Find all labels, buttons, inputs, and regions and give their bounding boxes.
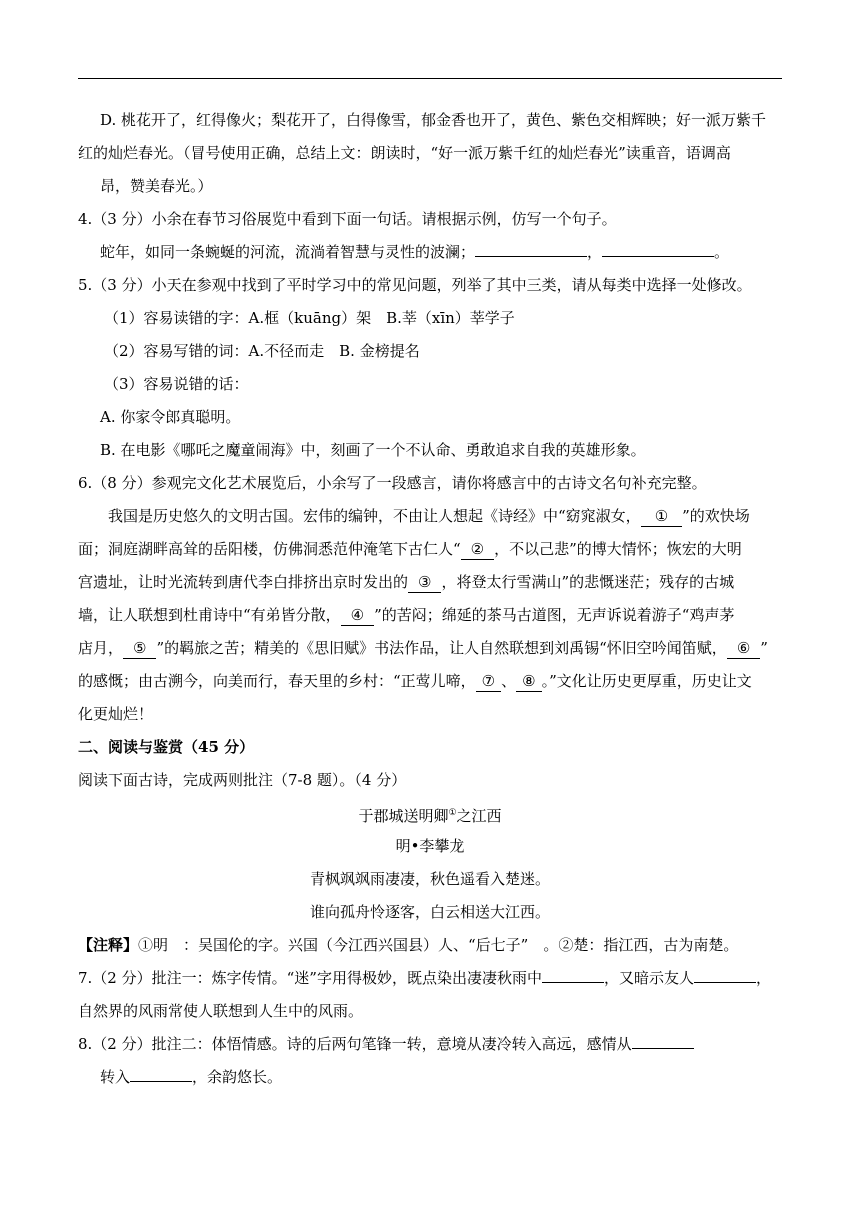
q7-line-2: 自然界的风雨常使人联想到人生中的风雨。 bbox=[78, 1002, 364, 1020]
poem-title bbox=[78, 797, 782, 830]
q6-text: ” bbox=[760, 639, 768, 657]
q6-para-line-7: 化更灿烂！ bbox=[78, 705, 154, 723]
q4-comma: ， bbox=[587, 243, 603, 261]
q8-text: ，余韵悠长。 bbox=[192, 1068, 283, 1086]
q6-para-line-4 bbox=[78, 599, 782, 632]
note-text: ①明 ：吴国伦的字。兴国（今江西兴国县）人、“后七子” 。②楚：指江西，古为南楚。 bbox=[138, 936, 739, 954]
q7-text: 7.（2 分）批注一：炼字传情。“迷”字用得极妙，既点染出凄凄秋雨中 bbox=[78, 969, 542, 987]
q7-line-1 bbox=[78, 962, 782, 995]
q6-stem: 6.（8 分）参观完文化艺术展览后，小余写了一段感言，请你将感言中的古诗文名句补充完整。 bbox=[78, 474, 707, 492]
poem-title-text: 之江西 bbox=[456, 807, 502, 825]
q8-text: 转入 bbox=[100, 1068, 131, 1086]
section-2-heading: 二、阅读与鉴赏（45 分） bbox=[78, 738, 255, 756]
q5-item-3: （3）容易说错的话： bbox=[104, 375, 249, 393]
q5-option-b: B. 在电影《哪吒之魔童闹海》中，刻画了一个不认命、勇敢追求自我的英雄形象。 bbox=[100, 441, 646, 459]
q4-blank-2[interactable] bbox=[602, 236, 714, 257]
q6-blank-2[interactable]: ② bbox=[461, 539, 494, 560]
q6-text: ，不以己悲”的博大情怀；恢宏的大明 bbox=[494, 540, 742, 558]
q6-para-line-5 bbox=[78, 632, 782, 665]
q6-text: 店月， bbox=[78, 639, 124, 657]
q8-line-1 bbox=[78, 1028, 782, 1061]
q5-stem: 5.（3 分）小天在参观中找到了平时学习中的常见问题，列举了其中三类，请从每类中选择一处修改。 bbox=[78, 276, 752, 294]
q8-blank-2[interactable] bbox=[130, 1061, 192, 1082]
q3-option-d-line-2: 红的灿烂春光。（冒号使用正确，总结上文：朗读时，“好一派万紫千红的灿烂春光”读重音，语调高 bbox=[78, 144, 731, 162]
q8-blank-1[interactable] bbox=[632, 1028, 694, 1049]
q5-item-1: （1）容易读错的字：A.框（kuāng）架 B.莘（xīn）莘学子 bbox=[104, 309, 515, 327]
q6-text: 的感慨；由古溯今，向美而行，春天里的乡村：“正莺儿啼， bbox=[78, 672, 476, 690]
q7-blank-1[interactable] bbox=[542, 962, 604, 983]
q6-blank-1[interactable]: ① bbox=[641, 506, 682, 527]
document-content bbox=[78, 104, 782, 1094]
header-rule bbox=[78, 78, 782, 79]
q6-text: ”的羁旅之苦；精美的《思旧赋》书法作品，让人自然联想到刘禹锡“怀旧空吟闻笛赋， bbox=[156, 639, 727, 657]
q6-text: 。”文化让历史更厚重，历史让文 bbox=[541, 672, 752, 690]
q5-item-2: （2）容易写错的词：A.不径而走 B. 金榜提名 bbox=[104, 342, 420, 360]
q6-blank-5[interactable]: ⑤ bbox=[123, 638, 156, 659]
q6-text: ”的欢快场 bbox=[682, 507, 750, 525]
poem-title-text: 于郡城送明卿 bbox=[358, 807, 449, 825]
q3-option-d-line-3: 昂，赞美春光。） bbox=[100, 177, 213, 195]
q6-text: ”的苦闷；绵延的茶马古道图，无声诉说着游子“鸡声茅 bbox=[374, 606, 735, 624]
note-label: 【注释】 bbox=[78, 936, 139, 954]
q6-blank-3[interactable]: ③ bbox=[408, 572, 441, 593]
poem-title-footnote: ① bbox=[448, 808, 457, 818]
section-2-intro: 阅读下面古诗，完成两则批注（7-8 题）。（4 分） bbox=[78, 771, 407, 789]
q6-para-line-2 bbox=[78, 533, 782, 566]
q6-blank-6[interactable]: ⑥ bbox=[727, 638, 760, 659]
q6-para-line-1 bbox=[78, 500, 782, 533]
q7-text: ， bbox=[755, 969, 771, 987]
q4-period: 。 bbox=[714, 243, 730, 261]
poem-verse-1: 青枫飒飒雨凄凄，秋色遥看入楚迷。 bbox=[309, 870, 550, 888]
q6-para-line-3 bbox=[78, 566, 782, 599]
poem-author: 明•李攀龙 bbox=[395, 837, 465, 855]
q6-text: 墙，让人联想到杜甫诗中“有弟皆分散， bbox=[78, 606, 341, 624]
poem-verse-2: 谁向孤舟怜逐客，白云相送大江西。 bbox=[309, 903, 550, 921]
q3-option-d-line-1: D. 桃花开了，红得像火；梨花开了，白得像雪，郁金香也开了，黄色、紫色交相辉映；好一派万紫千 bbox=[100, 111, 767, 129]
q4-stem: 4.（3 分）小余在春节习俗展览中看到下面一句话。请根据示例，仿写一个句子。 bbox=[78, 210, 617, 228]
poem-note bbox=[78, 929, 782, 962]
q6-blank-8[interactable]: ⑧ bbox=[516, 671, 541, 692]
q8-line-2 bbox=[78, 1061, 782, 1094]
q6-text: 、 bbox=[501, 672, 517, 690]
q6-text: 我国是历史悠久的文明古国。宏伟的编钟，不由让人想起《诗经》中“窈窕淑女， bbox=[108, 507, 641, 525]
q6-blank-4[interactable]: ④ bbox=[341, 605, 374, 626]
q4-blank-1[interactable] bbox=[475, 236, 587, 257]
q6-para-line-6 bbox=[78, 665, 782, 698]
q6-text: 宫遗址，让时光流转到唐代李白排挤出京时发出的 bbox=[78, 573, 409, 591]
q7-blank-2[interactable] bbox=[694, 962, 756, 983]
q8-text: 8.（2 分）批注二：体悟情感。诗的后两句笔锋一转，意境从凄冷转入高远，感情从 bbox=[78, 1035, 632, 1053]
q6-text: 面；洞庭湖畔高耸的岳阳楼，仿佛洞悉范仲淹笔下古仁人“ bbox=[78, 540, 461, 558]
q6-blank-7[interactable]: ⑦ bbox=[476, 671, 501, 692]
q4-example: 蛇年，如同一条蜿蜒的河流，流淌着智慧与灵性的波澜； bbox=[100, 243, 476, 261]
q7-text: ，又暗示友人 bbox=[603, 969, 694, 987]
q4-sentence bbox=[78, 236, 782, 269]
q5-option-a: A. 你家令郎真聪明。 bbox=[100, 408, 241, 426]
q6-text: ，将登太行雪满山”的悲慨迷茫；残存的古城 bbox=[441, 573, 735, 591]
